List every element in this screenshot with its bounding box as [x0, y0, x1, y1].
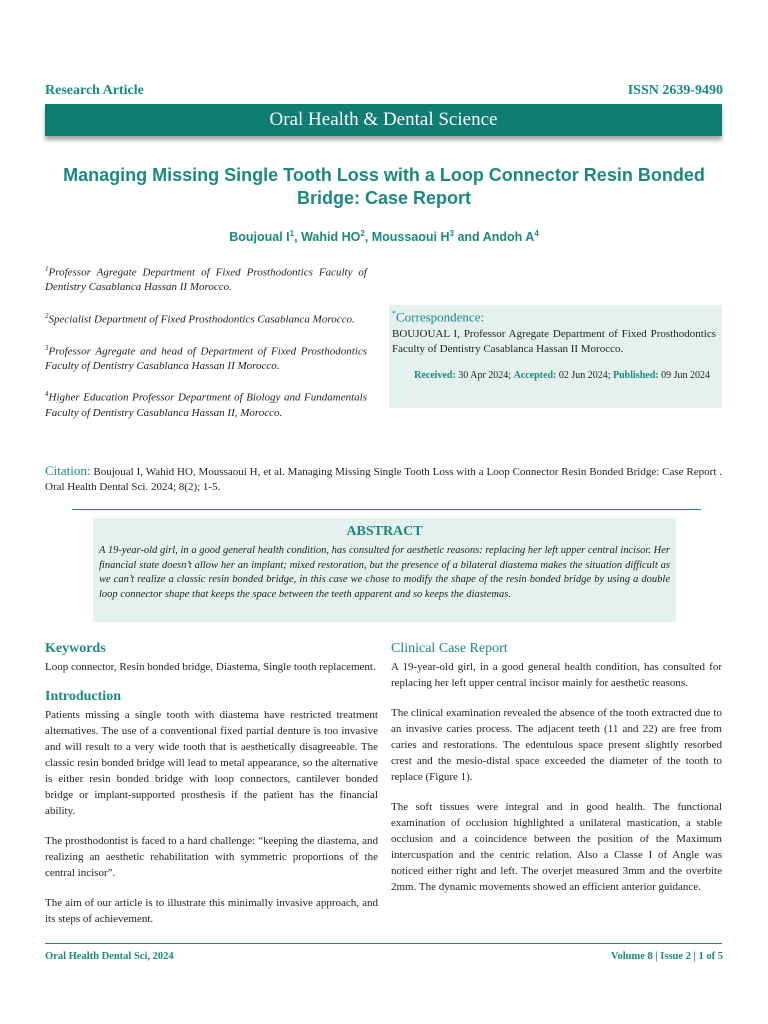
- published-date: 09 Jun 2024: [661, 370, 710, 382]
- received-label: Received:: [414, 370, 456, 382]
- introduction-paragraph: Patients missing a single tooth with diastema have restricted treatment alternatives. The use of a conventional fixed partial denture is too invasive and will result to a very wide tooth that is aesthetically disagreeable. The classic resin bonded bridge will lead to metal appearance, so the alternative is either resin bonded bridge with loop connectors, cantilever bonded bridge or implant-supported prosthesis if the patient has the financial ability.: [45, 709, 378, 817]
- introduction-heading: Introduction: [45, 689, 121, 704]
- author-sup: 2: [360, 229, 365, 238]
- correspondence-text: BOUJOUAL I, Professor Agregate Department of Fixed Prosthodontics Faculty of Dentistry Casablanca Hassan II Morocco.: [392, 328, 716, 355]
- author-sup: 1: [289, 229, 295, 238]
- abstract-box: [93, 518, 676, 622]
- accepted-label: Accepted:: [513, 370, 557, 382]
- section-divider: [72, 509, 701, 510]
- affiliation: [45, 341, 367, 374]
- affiliation: [45, 262, 367, 295]
- author-separator: and: [453, 230, 483, 245]
- affiliation-sup: 2: [45, 311, 49, 320]
- abstract-text: A 19-year-old girl, in a good general health condition, has consulted for aesthetic reasons: replacing her left upper central incisor. Her financial state doesn’t allow her an implant; mixed restoration, but the presence of a bilateral diastema makes the situation difficult as we can’t realize a classic resin bonded bridge, in this case we chose to modify the shape of the resin bonded bridge by using a double loop connector shape that keeps the space between the teeth apparent and so keeps the diastemas.: [99, 545, 670, 600]
- published-label: Published:: [613, 370, 659, 382]
- author-name: Moussaoui H: [371, 230, 450, 245]
- received-date: 30 Apr 2024;: [458, 370, 512, 382]
- introduction-paragraph: The prosthodontist is faced to a hard challenge: “keeping the diastema, and realizing an aesthetic rehabilitation with symmetric proportions of the central incisor”.: [45, 835, 378, 879]
- accepted-date: 02 Jun 2024;: [558, 370, 611, 382]
- citation: [45, 463, 722, 495]
- affiliation: [45, 387, 367, 420]
- author-name: Boujoual I: [229, 230, 290, 245]
- author-sup: 3: [449, 229, 454, 238]
- citation-text: Boujoual I, Wahid HO, Moussaoui H, et al. Managing Missing Single Tooth Loss with a Loop Connector Resin Bonded Bridge: Case Report . Oral Health Dental Sci. 2024; 8(2); 1-5.: [45, 466, 723, 493]
- article-title: Managing Missing Single Tooth Loss with a Loop Connector Resin Bonded Bridge: Case Report: [63, 165, 705, 208]
- correspondence-asterisk: *: [392, 309, 396, 318]
- affiliation-text: Professor Agregate Department of Fixed Prosthodontics Faculty of Dentistry Casablanca Hassan II Morocco.: [45, 266, 367, 294]
- issn-label: ISSN 2639-9490: [627, 83, 723, 98]
- affiliation: [45, 309, 367, 327]
- affiliation-sup: 3: [45, 343, 49, 352]
- clinical-case-paragraph: A 19-year-old girl, in a good general health condition, has consulted for replacing her left upper central incisor mainly for aesthetic reasons.: [391, 661, 722, 689]
- introduction-paragraph: The aim of our article is to illustrate this minimally invasive approach, and its steps of achievement.: [45, 897, 378, 925]
- affiliation-sup: 4: [45, 390, 49, 399]
- abstract-heading: ABSTRACT: [346, 524, 423, 539]
- correspondence-label: [392, 309, 716, 325]
- journal-banner: Oral Health & Dental Science: [45, 104, 722, 136]
- affiliation-text: Higher Education Professor Department of Biology and Fundamentals Faculty of Dentistry Casablanca Hassan II, Morocco.: [45, 392, 367, 419]
- keywords-text: Loop connector, Resin bonded bridge, Diastema, Single tooth replacement.: [45, 661, 376, 673]
- footer-divider: [45, 943, 722, 944]
- right-column: [391, 641, 722, 909]
- keywords-heading: Keywords: [45, 641, 106, 656]
- affiliation-text: Professor Agregate and head of Department of Fixed Prosthodontics Faculty of Dentistry Casablanca Hassan II Morocco.: [45, 345, 367, 372]
- correspondence-box: [389, 305, 722, 408]
- publication-dates: [392, 370, 716, 381]
- author-separator: ,: [294, 230, 302, 245]
- article-type-label: Research Article: [45, 83, 144, 98]
- footer-journal: Oral Health Dental Sci, 2024: [45, 951, 174, 962]
- footer-page-info: Volume 8 | Issue 2 | 1 of 5: [610, 951, 723, 962]
- clinical-case-heading: Clinical Case Report: [391, 641, 508, 656]
- author-name: Wahid HO: [301, 230, 361, 245]
- author-list: [40, 229, 728, 244]
- clinical-case-paragraph: The soft tissues were integral and in good health. The functional examination of occlusion highlighted a unilateral mastication, a stable occlusion and a coincidence between the position of the Maximum intercuspation and the centric relation. Also a Classe I of Angle was noticed either right and left. The overjet measured 3mm and the overbite 2mm. The dynamic movements showed an efficient anterior guidance.: [391, 801, 722, 893]
- affiliation-sup: 1: [45, 265, 49, 273]
- author-sup: 4: [534, 229, 539, 238]
- affiliations: [45, 262, 367, 434]
- clinical-case-paragraph: The clinical examination revealed the absence of the tooth extracted due to an invasive caries process. The adjacent teeth (11 and 22) are free from caries and restorations. The edentulous space present slightly resorbed crest and the mesio-distal space exceeded the diameter of the tooth to replace (Figure 1).: [391, 707, 722, 783]
- author-name: Andoh A: [482, 230, 535, 245]
- citation-label: Citation:: [45, 463, 91, 478]
- correspondence-label-text: Correspondence:: [396, 309, 485, 325]
- author-separator: ,: [364, 230, 372, 245]
- left-column: [45, 641, 378, 941]
- affiliation-text: Specialist Department of Fixed Prosthodontics Casablanca Morocco.: [48, 313, 355, 326]
